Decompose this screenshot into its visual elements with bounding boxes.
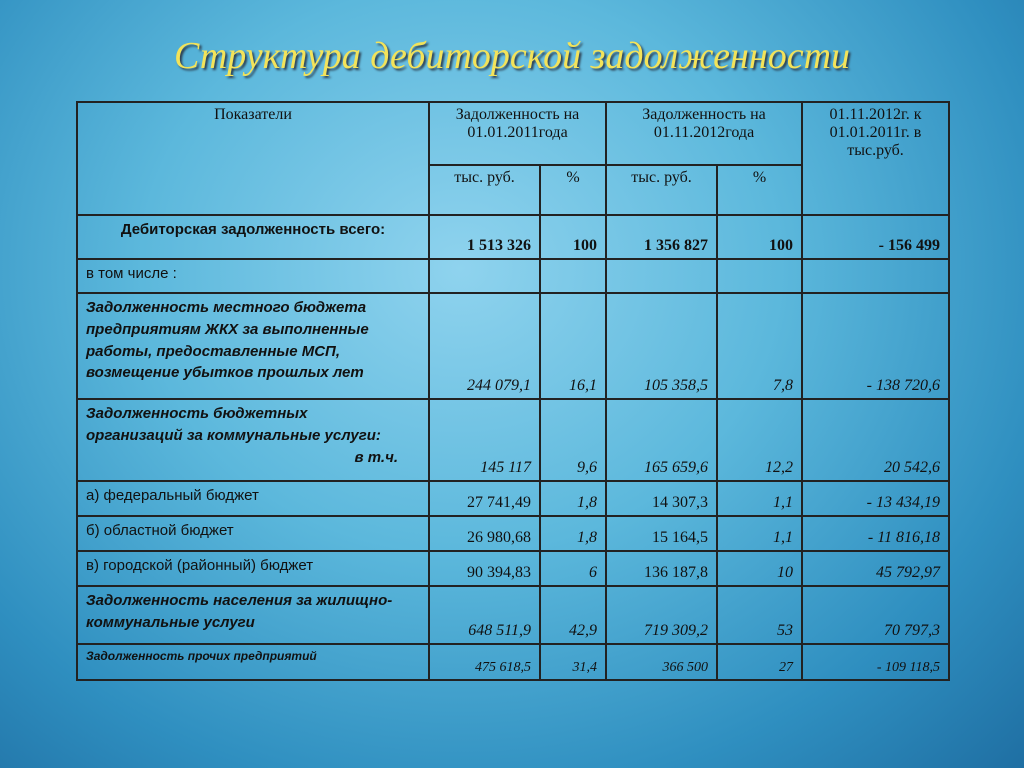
cell-v2011: 1 513 326 bbox=[429, 215, 540, 259]
table-row bbox=[77, 586, 949, 644]
table-row bbox=[77, 551, 949, 586]
table-row bbox=[77, 644, 949, 680]
header-2011: Задолженность на 01.01.2011года bbox=[429, 102, 606, 165]
cell-p2011: 31,4 bbox=[540, 644, 606, 680]
cell-diff bbox=[802, 259, 949, 293]
cell-v2011: 244 079,1 bbox=[429, 293, 540, 399]
subheader-pct-2011: % bbox=[540, 165, 606, 215]
subheader-rub-2011: тыс. руб. bbox=[429, 165, 540, 215]
subheader-pct-2012: % bbox=[717, 165, 802, 215]
cell-v2012: 105 358,5 bbox=[606, 293, 717, 399]
cell-p2011: 6 bbox=[540, 551, 606, 586]
row-label: Задолженность населения за жилищно-коммунальные услуги bbox=[77, 586, 429, 644]
cell-p2011 bbox=[540, 259, 606, 293]
cell-p2012 bbox=[717, 259, 802, 293]
cell-p2012: 27 bbox=[717, 644, 802, 680]
table-row bbox=[77, 293, 949, 399]
cell-diff: - 13 434,19 bbox=[802, 481, 949, 516]
header-indicators: Показатели bbox=[77, 102, 429, 215]
debt-structure-table bbox=[76, 101, 950, 681]
cell-p2012: 7,8 bbox=[717, 293, 802, 399]
cell-p2012: 12,2 bbox=[717, 399, 802, 481]
cell-p2011: 1,8 bbox=[540, 516, 606, 551]
cell-p2012: 1,1 bbox=[717, 481, 802, 516]
cell-v2012: 366 500 bbox=[606, 644, 717, 680]
cell-diff: 70 797,3 bbox=[802, 586, 949, 644]
cell-v2011: 648 511,9 bbox=[429, 586, 540, 644]
cell-v2011: 26 980,68 bbox=[429, 516, 540, 551]
row-label: в) городской (районный) бюджет bbox=[77, 551, 429, 586]
cell-p2011: 100 bbox=[540, 215, 606, 259]
cell-v2012 bbox=[606, 259, 717, 293]
cell-p2012: 10 bbox=[717, 551, 802, 586]
header-diff: 01.11.2012г. к 01.01.2011г. в тыс.руб. bbox=[802, 102, 949, 215]
cell-v2011: 27 741,49 bbox=[429, 481, 540, 516]
cell-diff: 45 792,97 bbox=[802, 551, 949, 586]
cell-p2011: 9,6 bbox=[540, 399, 606, 481]
cell-p2011: 1,8 bbox=[540, 481, 606, 516]
cell-p2011: 16,1 bbox=[540, 293, 606, 399]
table-row bbox=[77, 259, 949, 293]
row-label: в т.ч. Задолженность бюджетных организаций за коммунальные услуги: bbox=[77, 399, 429, 481]
cell-v2012: 165 659,6 bbox=[606, 399, 717, 481]
row-label: б) областной бюджет bbox=[77, 516, 429, 551]
cell-diff: - 11 816,18 bbox=[802, 516, 949, 551]
row-label: Дебиторская задолженность всего: bbox=[77, 215, 429, 259]
row-label: а) федеральный бюджет bbox=[77, 481, 429, 516]
subheader-rub-2012: тыс. руб. bbox=[606, 165, 717, 215]
cell-v2011: 475 618,5 bbox=[429, 644, 540, 680]
cell-v2012: 15 164,5 bbox=[606, 516, 717, 551]
cell-diff: - 138 720,6 bbox=[802, 293, 949, 399]
cell-diff: - 109 118,5 bbox=[802, 644, 949, 680]
cell-diff: 20 542,6 bbox=[802, 399, 949, 481]
cell-p2012: 100 bbox=[717, 215, 802, 259]
row-label: в том числе : bbox=[77, 259, 429, 293]
cell-v2012: 136 187,8 bbox=[606, 551, 717, 586]
cell-v2012: 719 309,2 bbox=[606, 586, 717, 644]
row-label: Задолженность прочих предприятий bbox=[77, 644, 429, 680]
table-row bbox=[77, 481, 949, 516]
cell-diff: - 156 499 bbox=[802, 215, 949, 259]
cell-p2012: 1,1 bbox=[717, 516, 802, 551]
cell-v2012: 14 307,3 bbox=[606, 481, 717, 516]
cell-v2011 bbox=[429, 259, 540, 293]
table-row bbox=[77, 215, 949, 259]
table-row bbox=[77, 399, 949, 481]
cell-v2012: 1 356 827 bbox=[606, 215, 717, 259]
header-2012: Задолженность на 01.11.2012года bbox=[606, 102, 802, 165]
cell-v2011: 145 117 bbox=[429, 399, 540, 481]
row-label: Задолженность местного бюджета предприятиям ЖКХ за выполненные работы, предоставленные МСП, возмещение убытков прошлых лет bbox=[77, 293, 429, 399]
cell-p2012: 53 bbox=[717, 586, 802, 644]
row-subtag: в т.ч. bbox=[354, 449, 398, 466]
cell-p2011: 42,9 bbox=[540, 586, 606, 644]
table-row bbox=[77, 516, 949, 551]
slide-title: Структура дебиторской задолженности bbox=[173, 35, 851, 77]
cell-v2011: 90 394,83 bbox=[429, 551, 540, 586]
